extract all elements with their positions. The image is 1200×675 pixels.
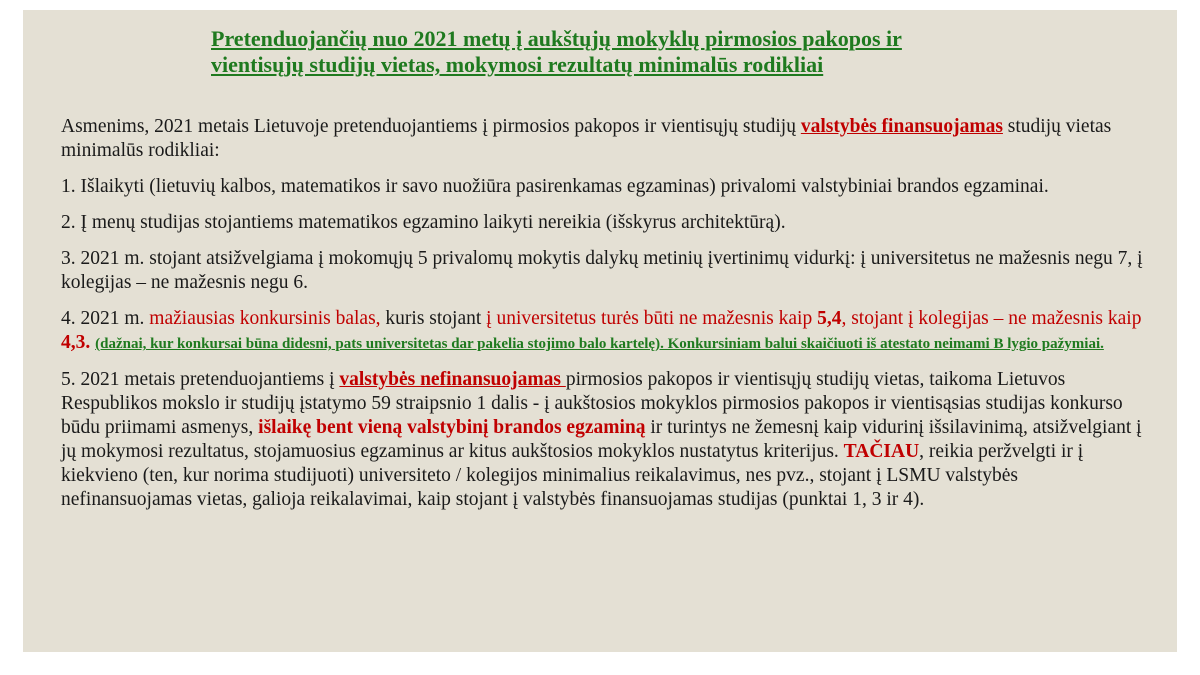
- intro-paragraph: [61, 115, 1151, 163]
- slide: [23, 10, 1177, 652]
- intro-highlight: valstybės finansuojamas: [800, 116, 1003, 137]
- item-5: [61, 368, 1151, 512]
- item-5-e: ir turintys ne žemesnį kaip vidurinį išsilavinimą, atsižvelgiant į jų mokymosi rezultatus, stojamuosius egzaminus ar kitus aukštosios mokyklos nustatytus kriterijus.: [61, 417, 1142, 462]
- item-4-f: , stojant į kolegijas – ne mažesnis kaip: [841, 308, 1142, 329]
- page-title: [211, 26, 1031, 78]
- item-4: [61, 307, 1151, 356]
- item-4-note: (dažnai, kur konkursai būna didesni, pats universitetas dar pakelia stojimo balo kartelę). Konkursiniam balui skaičiuoti iš atestato neimami B lygio pažymiai.: [95, 336, 1104, 352]
- item-4-a: 4. 2021 m.: [61, 308, 150, 329]
- item-4-g: 4,3: [61, 332, 86, 353]
- item-4-b: mažiausias konkursinis balas,: [149, 308, 381, 329]
- item-1: 1. Išlaikyti (lietuvių kalbos, matematikos ir savo nuožiūra pasirenkamas egzaminas) privalomi valstybiniai brandos egzaminai.: [61, 176, 1049, 197]
- item-5-a: 5. 2021 metais pretenduojantiems į: [61, 369, 340, 390]
- item-4-d: į universitetus turės būti ne mažesnis kaip: [486, 308, 818, 329]
- item-5-c: pirmosios pakopos ir vientisųjų studijų vietas, taikoma Lietuvos Respublikos mokslo ir studijų įstatymo 59 straipsnio 1 dalis - į aukštosios mokyklos pirmosios pakopos ir vientisąsias studijas konkurso būdu priimami asmenys,: [61, 369, 1123, 438]
- intro-text-1: Asmenims, 2021 metais Lietuvoje pretenduojantiems į pirmosios pakopos ir vientisųjų studijų: [61, 116, 801, 137]
- item-4-e: 5,4: [817, 308, 842, 329]
- item-4-h: .: [85, 332, 91, 353]
- item-3: 3. 2021 m. stojant atsižvelgiama į mokomųjų 5 privalomų mokytis dalykų metinių įvertinimų vidurkį: į universitetus ne mažesnis negu 7, į kolegijas – ne mažesnis negu 6.: [61, 248, 1143, 293]
- item-5-f: TAČIAU: [843, 441, 920, 462]
- item-2: 2. Į menų studijas stojantiems matematikos egzamino laikyti nereikia (išskyrus architektūrą).: [61, 212, 786, 233]
- intro-text-2: studijų vietas minimalūs rodikliai:: [61, 116, 1112, 161]
- content-body: [61, 115, 1151, 524]
- title-line-2: vientisųjų studijų vietas, mokymosi rezultatų minimalūs rodikliai: [211, 52, 824, 77]
- item-5-b: valstybės nefinansuojamas: [339, 369, 566, 390]
- item-5-g: , reikia peržvelgti ir į kiekvieno (ten, kur norima studijuoti) universiteto / kolegijos minimalius reikalavimus, nes pvz., stojant į LSMU valstybės nefinansuojamas vietas, galioja reikalavimai, kaip stojant į valstybės finansuojamas studijas (punktai 1, 3 ir 4).: [61, 441, 1084, 510]
- item-4-c: kuris stojant: [380, 308, 487, 329]
- item-5-d: išlaikę bent vieną valstybinį brandos egzaminą: [258, 417, 646, 438]
- title-line-1: Pretenduojančių nuo 2021 metų į aukštųjų mokyklų pirmosios pakopos ir: [211, 26, 902, 51]
